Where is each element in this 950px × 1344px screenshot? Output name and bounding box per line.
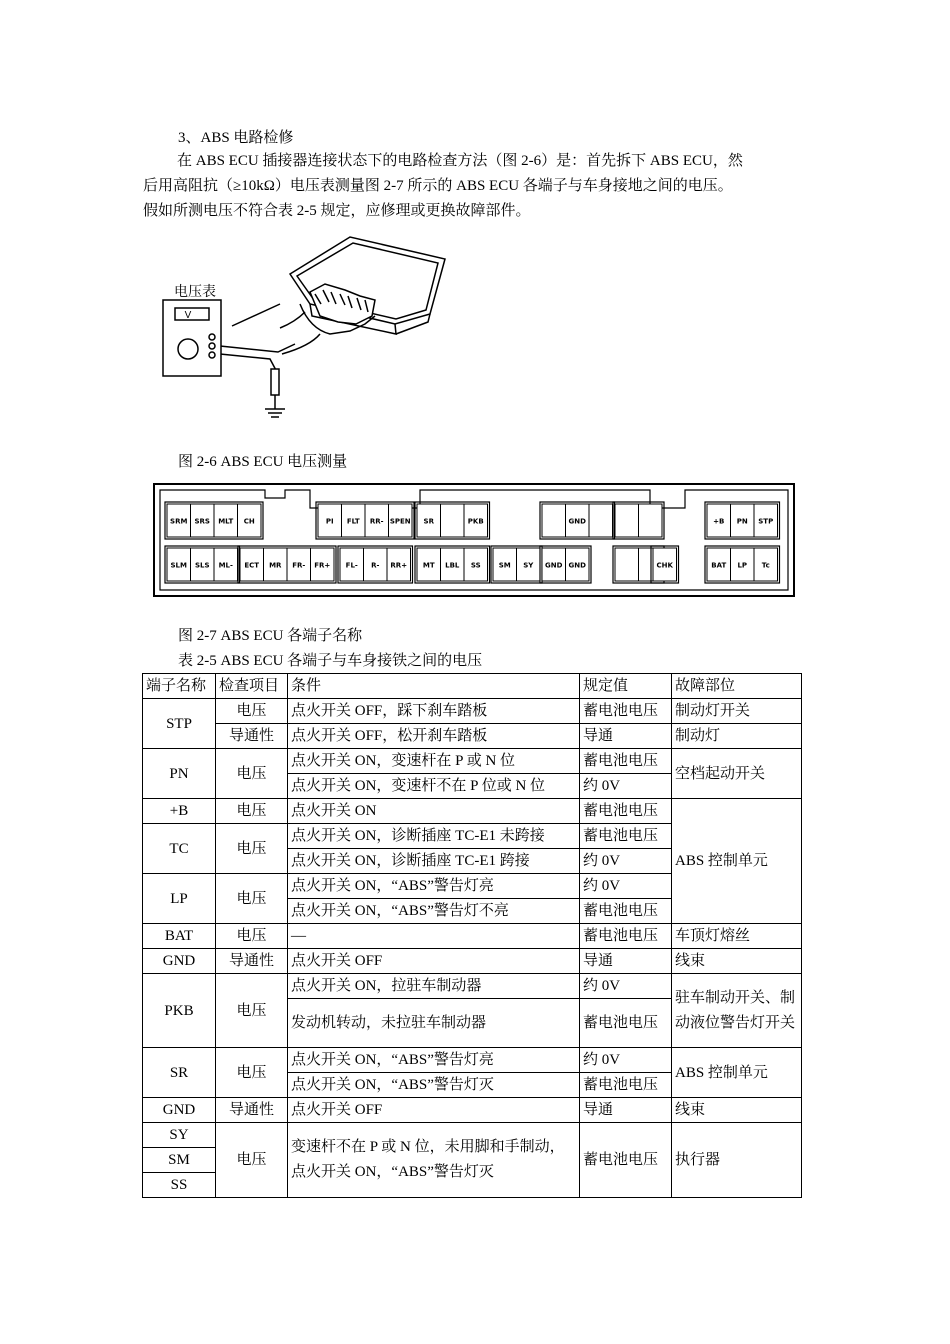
meter-unit: V	[184, 310, 192, 321]
intro-paragraph	[143, 149, 815, 224]
check-item: 电压	[216, 799, 288, 824]
spec-value: 约 0V	[580, 874, 672, 899]
spec-value: 蓄电池电压	[580, 749, 672, 774]
check-item: 导通性	[216, 949, 288, 974]
voltmeter-measurement-illustration	[160, 234, 460, 429]
top-pin-label: PI	[325, 517, 334, 526]
condition: 点火开关 OFF	[288, 1098, 580, 1123]
terminal-name: GND	[143, 1098, 216, 1123]
top-pin-cell	[589, 504, 613, 537]
table-row	[143, 749, 802, 774]
spec-value: 导通	[580, 724, 672, 749]
meter-label: 电压表	[174, 285, 216, 300]
table-2-5-caption: 表 2-5 ABS ECU 各端子与车身接铁之间的电压	[178, 653, 483, 669]
table-row	[143, 699, 802, 724]
header-cell: 条件	[288, 674, 580, 699]
condition: 点火开关 ON，“ABS”警告灯灭	[288, 1073, 580, 1098]
fault-part: 线束	[672, 949, 802, 974]
bottom-pin-label: GND	[545, 561, 563, 570]
condition: 点火开关 ON，变速杆在 P 或 N 位	[288, 749, 580, 774]
spec-value: 约 0V	[580, 774, 672, 799]
spec-value: 约 0V	[580, 849, 672, 874]
top-pin-cell	[542, 504, 566, 537]
condition: 发动机转动，未拉驻车制动器	[288, 999, 580, 1048]
bottom-pin-label: ECT	[244, 561, 260, 570]
bottom-pin-label: MT	[422, 561, 435, 570]
bottom-pin-label: Tc	[761, 561, 770, 570]
condition: 点火开关 OFF，松开刹车踏板	[288, 724, 580, 749]
spec-value: 蓄电池电压	[580, 824, 672, 849]
paragraph-line-3: 假如所测电压不符合表 2-5 规定，应修理或更换故障部件。	[143, 203, 531, 219]
terminal-name: BAT	[143, 924, 216, 949]
bottom-pin-label: ML-	[218, 561, 233, 570]
top-pin-label: PKB	[467, 517, 484, 526]
terminal-name: STP	[143, 699, 216, 749]
top-pin-label: SPEN	[389, 517, 411, 526]
fault-part: 驻车制动开关、制动液位警告灯开关	[672, 974, 802, 1048]
terminal-name: SM	[143, 1148, 216, 1173]
top-pin-label: RR-	[369, 517, 384, 526]
spec-value: 蓄电池电压	[580, 1073, 672, 1098]
condition: 点火开关 OFF，踩下刹车踏板	[288, 699, 580, 724]
condition: —	[288, 924, 580, 949]
top-pin-label: +B	[713, 517, 725, 526]
check-item: 电压	[216, 1123, 288, 1198]
section-heading: 3、ABS 电路检修	[178, 130, 294, 146]
bottom-pin-label: R-	[371, 561, 380, 570]
fault-part: ABS 控制单元	[672, 799, 802, 924]
header-cell: 故障部位	[672, 674, 802, 699]
top-pin-cell	[639, 504, 663, 537]
top-pin-label: SRM	[170, 517, 188, 526]
fault-part: 执行器	[672, 1123, 802, 1198]
top-pin-label: SR	[423, 517, 434, 526]
bottom-pin-label: SM	[498, 561, 511, 570]
table-row	[143, 924, 802, 949]
bottom-pin-label: RR+	[390, 561, 408, 570]
table-row	[143, 949, 802, 974]
table-row	[143, 1098, 802, 1123]
terminal-name: SY	[143, 1123, 216, 1148]
bottom-pin-label: BAT	[711, 561, 727, 570]
terminal-name: +B	[143, 799, 216, 824]
bottom-pin-label: FR-	[292, 561, 306, 570]
table-row	[143, 974, 802, 999]
top-pin-label: MLT	[218, 517, 234, 526]
condition: 变速杆不在 P 或 N 位，未用脚和手制动，点火开关 ON，“ABS”警告灯灭	[288, 1123, 580, 1198]
header-cell: 规定值	[580, 674, 672, 699]
check-item: 电压	[216, 749, 288, 799]
check-item: 电压	[216, 1048, 288, 1098]
terminal-name: SS	[143, 1173, 216, 1198]
check-item: 电压	[216, 699, 288, 724]
figure-2-6-caption: 图 2-6 ABS ECU 电压测量	[178, 454, 348, 470]
top-pin-label: GND	[568, 517, 586, 526]
top-pin-cell	[615, 504, 639, 537]
header-cell: 端子名称	[143, 674, 216, 699]
top-pin-cell	[441, 504, 465, 537]
fault-part: 制动灯	[672, 724, 802, 749]
spec-value: 约 0V	[580, 1048, 672, 1073]
terminal-voltage-table	[142, 673, 802, 1198]
bottom-pin-label: LBL	[445, 561, 460, 570]
condition: 点火开关 ON，变速杆不在 P 位或 N 位	[288, 774, 580, 799]
spec-value: 蓄电池电压	[580, 999, 672, 1048]
spec-value: 蓄电池电压	[580, 1123, 672, 1198]
check-item: 电压	[216, 824, 288, 874]
bottom-pin-label: SS	[470, 561, 481, 570]
terminal-name: GND	[143, 949, 216, 974]
top-pin-label: FLT	[346, 517, 360, 526]
table-header-row	[143, 674, 802, 699]
condition: 点火开关 ON，诊断插座 TC-E1 跨接	[288, 849, 580, 874]
bottom-pin-label: FL-	[345, 561, 358, 570]
terminal-name: LP	[143, 874, 216, 924]
bottom-pin-label: FR+	[314, 561, 331, 570]
condition: 点火开关 ON，“ABS”警告灯亮	[288, 874, 580, 899]
check-item: 导通性	[216, 724, 288, 749]
table-row	[143, 1123, 802, 1148]
table-row	[143, 799, 802, 824]
top-pin-label: CH	[243, 517, 255, 526]
figure-2-7-caption: 图 2-7 ABS ECU 各端子名称	[178, 628, 363, 644]
bottom-pin-label: CHK	[656, 561, 673, 570]
spec-value: 约 0V	[580, 974, 672, 999]
spec-value: 蓄电池电压	[580, 699, 672, 724]
condition: 点火开关 OFF	[288, 949, 580, 974]
header-cell: 检查项目	[216, 674, 288, 699]
condition: 点火开关 ON，拉驻车制动器	[288, 974, 580, 999]
fault-part: ABS 控制单元	[672, 1048, 802, 1098]
check-item: 导通性	[216, 1098, 288, 1123]
terminal-name: PKB	[143, 974, 216, 1048]
terminal-name: TC	[143, 824, 216, 874]
spec-value: 导通	[580, 1098, 672, 1123]
terminal-name: SR	[143, 1048, 216, 1098]
condition: 点火开关 ON，“ABS”警告灯不亮	[288, 899, 580, 924]
bottom-pin-label: SY	[523, 561, 534, 570]
check-item: 电压	[216, 874, 288, 924]
bottom-pin-cell	[615, 548, 639, 581]
bottom-pin-label: SLS	[194, 561, 210, 570]
fault-part: 车顶灯熔丝	[672, 924, 802, 949]
bottom-pin-label: GND	[568, 561, 586, 570]
spec-value: 导通	[580, 949, 672, 974]
bottom-pin-label: MR	[269, 561, 282, 570]
condition: 点火开关 ON，“ABS”警告灯亮	[288, 1048, 580, 1073]
fault-part: 空档起动开关	[672, 749, 802, 799]
bottom-pin-label: SLM	[170, 561, 187, 570]
abs-ecu-connector-diagram	[150, 478, 798, 604]
top-pin-label: SRS	[194, 517, 210, 526]
spec-value: 蓄电池电压	[580, 924, 672, 949]
spec-value: 蓄电池电压	[580, 899, 672, 924]
paragraph-line-2: 后用高阻抗（≥10kΩ）电压表测量图 2-7 所示的 ABS ECU 各端子与车身接地之间的电压。	[143, 178, 733, 194]
paragraph-line-1: 在 ABS ECU 插接器连接状态下的电路检查方法（图 2-6）是：首先拆下 ABS ECU，然	[177, 153, 743, 169]
table-row	[143, 724, 802, 749]
check-item: 电压	[216, 924, 288, 949]
fault-part: 线束	[672, 1098, 802, 1123]
terminal-name: PN	[143, 749, 216, 799]
table-row	[143, 1048, 802, 1073]
top-pin-label: PN	[736, 517, 748, 526]
condition: 点火开关 ON，诊断插座 TC-E1 未跨接	[288, 824, 580, 849]
spec-value: 蓄电池电压	[580, 799, 672, 824]
bottom-pin-label: LP	[737, 561, 748, 570]
check-item: 电压	[216, 974, 288, 1048]
condition: 点火开关 ON	[288, 799, 580, 824]
top-pin-label: STP	[758, 517, 774, 526]
fault-part: 制动灯开关	[672, 699, 802, 724]
